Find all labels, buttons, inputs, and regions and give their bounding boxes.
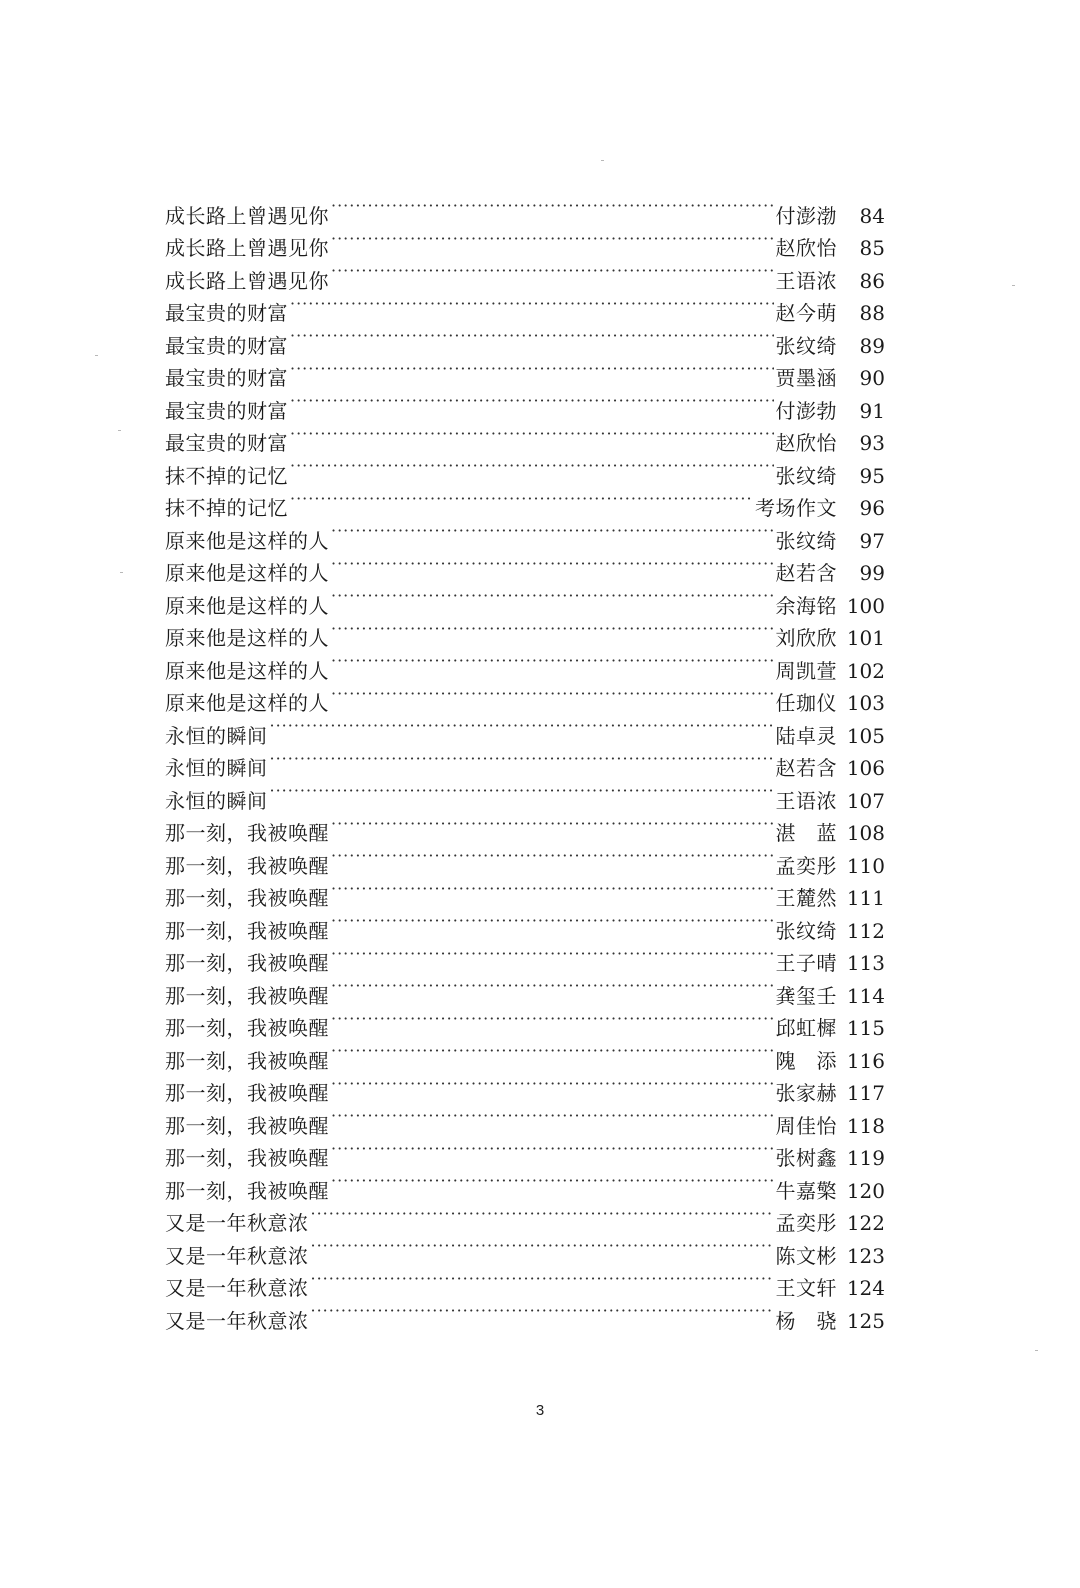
toc-entry-author: 贾墨涵 <box>775 366 837 390</box>
toc-entry-title: 最宝贵的财富 <box>165 366 288 390</box>
toc-entry-page: 117 <box>846 1081 885 1105</box>
toc-entry-title: 那一刻，我被唤醒 <box>165 821 329 845</box>
toc-entry-title: 原来他是这样的人 <box>165 691 329 715</box>
toc-entry-page: 123 <box>846 1243 885 1268</box>
toc-dot-leader <box>290 450 774 483</box>
toc-entry-page: 96 <box>859 496 885 520</box>
toc-dot-leader <box>331 1165 774 1198</box>
toc-entry-author: 陈文彬 <box>775 1243 837 1268</box>
toc-entry-page: 122 <box>846 1211 885 1235</box>
toc-entry-author: 陆卓灵 <box>775 723 837 748</box>
toc-dot-leader <box>331 255 774 288</box>
toc-dot-leader <box>331 1003 774 1036</box>
toc-dot-leader <box>331 970 774 1003</box>
scan-speck <box>95 355 98 356</box>
toc-entry-title: 永恒的瞬间 <box>165 788 268 813</box>
toc-entry-page: 112 <box>846 918 885 943</box>
toc-dot-leader <box>331 613 774 646</box>
toc-dot-leader <box>331 1068 774 1101</box>
toc-entry-author: 龚玺壬 <box>775 983 837 1008</box>
toc-entry-title: 那一刻，我被唤醒 <box>165 1178 329 1203</box>
toc-entry-author: 考场作文 <box>755 496 837 520</box>
toc-entry-page: 106 <box>846 756 885 780</box>
toc-entry-author: 赵若含 <box>775 756 837 780</box>
toc-entry-title: 成长路上曾遇见你 <box>165 268 329 293</box>
toc-entry <box>165 190 885 228</box>
toc-entry-title: 原来他是这样的人 <box>165 528 329 553</box>
toc-dot-leader <box>331 678 774 711</box>
toc-dot-leader <box>331 840 774 873</box>
toc-entry-page: 85 <box>859 236 885 260</box>
toc-dot-leader <box>270 775 774 808</box>
toc-entry-title: 最宝贵的财富 <box>165 398 288 423</box>
toc-entry-title: 那一刻，我被唤醒 <box>165 983 329 1008</box>
toc-dot-leader <box>331 190 774 223</box>
toc-entry-page: 114 <box>846 983 885 1008</box>
toc-entry-author: 王语浓 <box>775 788 837 813</box>
toc-entry-page: 115 <box>846 1016 885 1040</box>
table-of-contents <box>165 190 885 1333</box>
toc-entry-title: 那一刻，我被唤醒 <box>165 918 329 943</box>
toc-entry-page: 91 <box>859 398 885 423</box>
toc-entry-title: 成长路上曾遇见你 <box>165 203 329 228</box>
toc-entry-author: 张纹绮 <box>775 333 837 358</box>
toc-entry-author: 赵欣怡 <box>775 236 837 260</box>
toc-entry-title: 最宝贵的财富 <box>165 431 288 455</box>
toc-entry-page: 116 <box>846 1048 885 1073</box>
toc-entry-page: 99 <box>859 561 885 585</box>
scan-speck <box>120 572 123 573</box>
toc-entry-title: 成长路上曾遇见你 <box>165 236 329 260</box>
page-number: 3 <box>535 1402 545 1419</box>
toc-entry-title: 又是一年秋意浓 <box>165 1308 309 1333</box>
toc-dot-leader <box>331 1100 774 1133</box>
toc-entry-title: 又是一年秋意浓 <box>165 1243 309 1268</box>
toc-entry-author: 任珈仪 <box>775 691 837 715</box>
toc-entry-author: 张纹绮 <box>775 918 837 943</box>
toc-dot-leader <box>331 905 774 938</box>
toc-entry-author: 湛 蓝 <box>775 821 837 845</box>
toc-entry-page: 110 <box>846 853 885 878</box>
toc-entry-title: 又是一年秋意浓 <box>165 1211 309 1235</box>
toc-entry-author: 张纹绮 <box>775 463 837 488</box>
toc-entry-author: 张纹绮 <box>775 528 837 553</box>
toc-entry-page: 103 <box>846 691 885 715</box>
toc-entry-author: 付澎渤 <box>775 203 837 228</box>
toc-entry-author: 付澎勃 <box>775 398 837 423</box>
toc-entry-author: 刘欣欣 <box>775 626 837 650</box>
toc-entry-page: 102 <box>846 658 885 683</box>
toc-entry-page: 95 <box>859 463 885 488</box>
toc-entry-page: 108 <box>846 821 885 845</box>
toc-entry-page: 100 <box>846 593 885 618</box>
toc-dot-leader <box>311 1198 774 1231</box>
toc-entry-title: 抹不掉的记忆 <box>165 496 288 520</box>
toc-entry-page: 97 <box>859 528 885 553</box>
toc-dot-leader <box>331 873 774 906</box>
toc-entry-author: 邱虹樨 <box>775 1016 837 1040</box>
toc-dot-leader <box>290 353 774 386</box>
toc-entry-page: 125 <box>846 1308 885 1333</box>
toc-entry-title: 永恒的瞬间 <box>165 756 268 780</box>
toc-entry-author: 张家赫 <box>775 1081 837 1105</box>
toc-entry-page: 84 <box>859 203 885 228</box>
toc-dot-leader <box>331 645 774 678</box>
toc-dot-leader <box>270 743 774 776</box>
toc-entry-title: 原来他是这样的人 <box>165 626 329 650</box>
toc-dot-leader <box>311 1263 774 1296</box>
toc-entry-title: 抹不掉的记忆 <box>165 463 288 488</box>
toc-entry-title: 那一刻，我被唤醒 <box>165 1081 329 1105</box>
toc-entry-author: 周佳怡 <box>775 1113 837 1138</box>
toc-entry-title: 又是一年秋意浓 <box>165 1276 309 1300</box>
toc-dot-leader <box>270 710 774 743</box>
toc-entry-page: 90 <box>859 366 885 390</box>
toc-entry-title: 最宝贵的财富 <box>165 301 288 325</box>
toc-entry-page: 93 <box>859 431 885 455</box>
toc-entry-author: 周凯萱 <box>775 658 837 683</box>
scan-speck <box>601 160 604 161</box>
toc-entry-title: 那一刻，我被唤醒 <box>165 1016 329 1040</box>
toc-entry-page: 124 <box>846 1276 885 1300</box>
toc-entry-page: 105 <box>846 723 885 748</box>
toc-entry-page: 86 <box>859 268 885 293</box>
toc-dot-leader <box>331 808 774 841</box>
toc-entry-title: 原来他是这样的人 <box>165 593 329 618</box>
toc-entry-author: 王文轩 <box>775 1276 837 1300</box>
toc-entry-author: 牛嘉檠 <box>775 1178 837 1203</box>
toc-dot-leader <box>311 1230 774 1263</box>
toc-entry-page: 113 <box>846 951 885 975</box>
toc-dot-leader <box>311 1295 774 1328</box>
toc-entry-page: 119 <box>846 1146 885 1170</box>
toc-entry-title: 那一刻，我被唤醒 <box>165 853 329 878</box>
toc-entry-title: 原来他是这样的人 <box>165 658 329 683</box>
scan-speck <box>118 430 121 431</box>
toc-entry-page: 120 <box>846 1178 885 1203</box>
toc-entry-author: 王子晴 <box>775 951 837 975</box>
toc-dot-leader <box>331 580 774 613</box>
toc-dot-leader <box>331 548 774 581</box>
toc-entry-title: 那一刻，我被唤醒 <box>165 951 329 975</box>
toc-entry-title: 那一刻，我被唤醒 <box>165 1048 329 1073</box>
toc-entry-author: 孟奕彤 <box>775 1211 837 1235</box>
toc-entry-title: 那一刻，我被唤醒 <box>165 1146 329 1170</box>
toc-entry-title: 那一刻，我被唤醒 <box>165 1113 329 1138</box>
scan-speck <box>1012 285 1015 286</box>
toc-entry-title: 原来他是这样的人 <box>165 561 329 585</box>
toc-entry-author: 赵欣怡 <box>775 431 837 455</box>
toc-dot-leader <box>331 938 774 971</box>
toc-entry-author: 赵若含 <box>775 561 837 585</box>
toc-dot-leader <box>290 418 774 451</box>
toc-entry-title: 永恒的瞬间 <box>165 723 268 748</box>
toc-dot-leader <box>331 223 774 256</box>
toc-dot-leader <box>331 1133 774 1166</box>
toc-entry-page: 118 <box>846 1113 885 1138</box>
toc-entry-author: 王麓然 <box>775 886 837 910</box>
scan-speck <box>1035 1350 1038 1351</box>
toc-dot-leader <box>290 483 753 516</box>
toc-entry-page: 111 <box>846 886 885 910</box>
toc-dot-leader <box>331 1035 774 1068</box>
toc-entry-title: 那一刻，我被唤醒 <box>165 886 329 910</box>
toc-entry-page: 88 <box>859 301 885 325</box>
toc-entry-title: 最宝贵的财富 <box>165 333 288 358</box>
toc-dot-leader <box>290 288 774 321</box>
toc-entry-author: 赵今萌 <box>775 301 837 325</box>
toc-entry-author: 张树鑫 <box>775 1146 837 1170</box>
toc-entry-author: 王语浓 <box>775 268 837 293</box>
toc-entry-author: 余海铭 <box>775 593 837 618</box>
toc-entry-author: 隗 添 <box>775 1048 837 1073</box>
toc-entry-page: 101 <box>846 626 885 650</box>
toc-dot-leader <box>290 385 774 418</box>
toc-entry-author: 孟奕彤 <box>775 853 837 878</box>
toc-dot-leader <box>290 320 774 353</box>
toc-entry-page: 89 <box>859 333 885 358</box>
toc-dot-leader <box>331 515 774 548</box>
toc-entry-author: 杨 骁 <box>775 1308 837 1333</box>
toc-entry-page: 107 <box>846 788 885 813</box>
